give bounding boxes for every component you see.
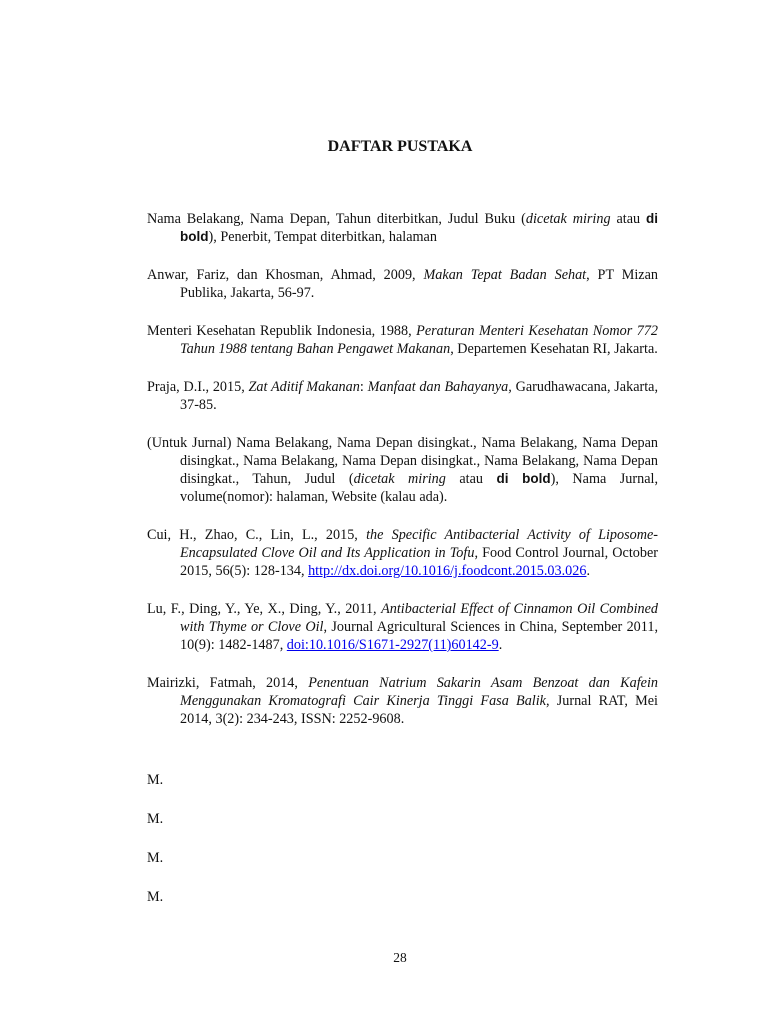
- placeholder-entry: M.: [147, 850, 164, 866]
- ref-text: Lu, F., Ding, Y., Ye, X., Ding, Y., 2011,: [147, 601, 382, 617]
- ref-text: .: [586, 563, 590, 579]
- ref-text: Anwar, Fariz, dan Khosman, Ahmad, 2009,: [147, 267, 424, 283]
- ref-italic: the Specific Antibacterial Activity of Liposome-Encapsulated Clove Oil and Its Application in Tofu: [180, 527, 658, 561]
- ref-text: , Food Control Journal, October 2015, 56(5): 128-134,: [180, 545, 659, 579]
- reference-entry: [147, 266, 658, 302]
- page-title: DAFTAR PUSTAKA: [327, 138, 473, 155]
- reference-entry: [147, 378, 658, 414]
- ref-text: Garudhawacana, Jakarta, 37-85.: [180, 379, 658, 413]
- ref-bold: di bold: [180, 211, 658, 244]
- reference-entry: [147, 674, 658, 728]
- doi-link[interactable]: doi:10.1016/S1671-2927(11)60142-9: [286, 637, 499, 653]
- reference-entry: [147, 600, 658, 654]
- ref-text: Praja, D.I., 2015,: [147, 379, 249, 395]
- ref-italic: dicetak miring: [525, 211, 611, 227]
- ref-text: , Jurnal RAT, Mei 2014, 3(2): 234-243, ISSN: 2252-9608.: [180, 693, 658, 727]
- ref-italic: Penentuan Natrium Sakarin Asam Benzoat dan Kafein Menggunakan Kromatografi Cair Kinerja Tinggi Fasa Balik: [180, 675, 658, 709]
- ref-text: , Departemen Kesehatan RI, Jakarta.: [450, 341, 658, 357]
- reference-entry: [147, 322, 658, 358]
- ref-text: (Untuk Jurnal) Nama Belakang, Nama Depan disingkat., Nama Belakang, Nama Depan disingkat., Nama Belakang, Nama Depan disingkat., Nama Belakang, Nama Depan disingkat., Tahun, Judul (: [147, 435, 658, 487]
- ref-italic: Peraturan Menteri Kesehatan Nomor 772 Tahun 1988 tentang Bahan Pengawet Makanan: [180, 323, 659, 357]
- page-number: 28: [393, 950, 407, 965]
- ref-italic: Makan Tepat Badan Sehat: [423, 267, 587, 283]
- ref-italic: Antibacterial Effect of Cinnamon Oil Combined with Thyme or Clove Oil: [180, 601, 658, 635]
- ref-text: Mairizki, Fatmah, 2014,: [147, 675, 309, 691]
- reference-entry: [147, 210, 658, 246]
- ref-italic: Zat Aditif Makanan: [248, 379, 360, 395]
- ref-bold: di bold: [496, 471, 551, 486]
- ref-text: :: [359, 379, 368, 395]
- ref-text: Cui, H., Zhao, C., Lin, L., 2015,: [147, 527, 367, 543]
- placeholder-entry: M.: [147, 889, 164, 905]
- reference-list: [147, 210, 658, 728]
- ref-italic: Manfaat dan Bahayanya,: [367, 379, 512, 395]
- ref-text: ), Penerbit, Tempat diterbitkan, halaman: [208, 229, 437, 245]
- ref-italic: dicetak miring: [353, 471, 446, 487]
- placeholder-entry: M.: [147, 772, 164, 788]
- ref-text: , PT Mizan Publika, Jakarta, 56-97.: [180, 267, 658, 301]
- doi-link[interactable]: http://dx.doi.org/10.1016/j.foodcont.2015.03.026: [308, 563, 587, 579]
- placeholder-entry: M.: [147, 811, 164, 827]
- ref-text: Nama Belakang, Nama Depan, Tahun diterbitkan, Judul Buku (: [147, 211, 526, 227]
- reference-entry: [147, 526, 658, 580]
- ref-text: atau: [445, 471, 497, 487]
- reference-entry: [147, 434, 658, 506]
- ref-text: .: [498, 637, 503, 653]
- ref-text: Menteri Kesehatan Republik Indonesia, 1988,: [147, 323, 417, 339]
- ref-text: ), Nama Jurnal, volume(nomor): halaman, Website (kalau ada).: [180, 471, 659, 505]
- ref-text: , Journal Agricultural Sciences in China, September 2011, 10(9): 1482-1487,: [180, 619, 658, 653]
- ref-text: atau: [610, 211, 646, 227]
